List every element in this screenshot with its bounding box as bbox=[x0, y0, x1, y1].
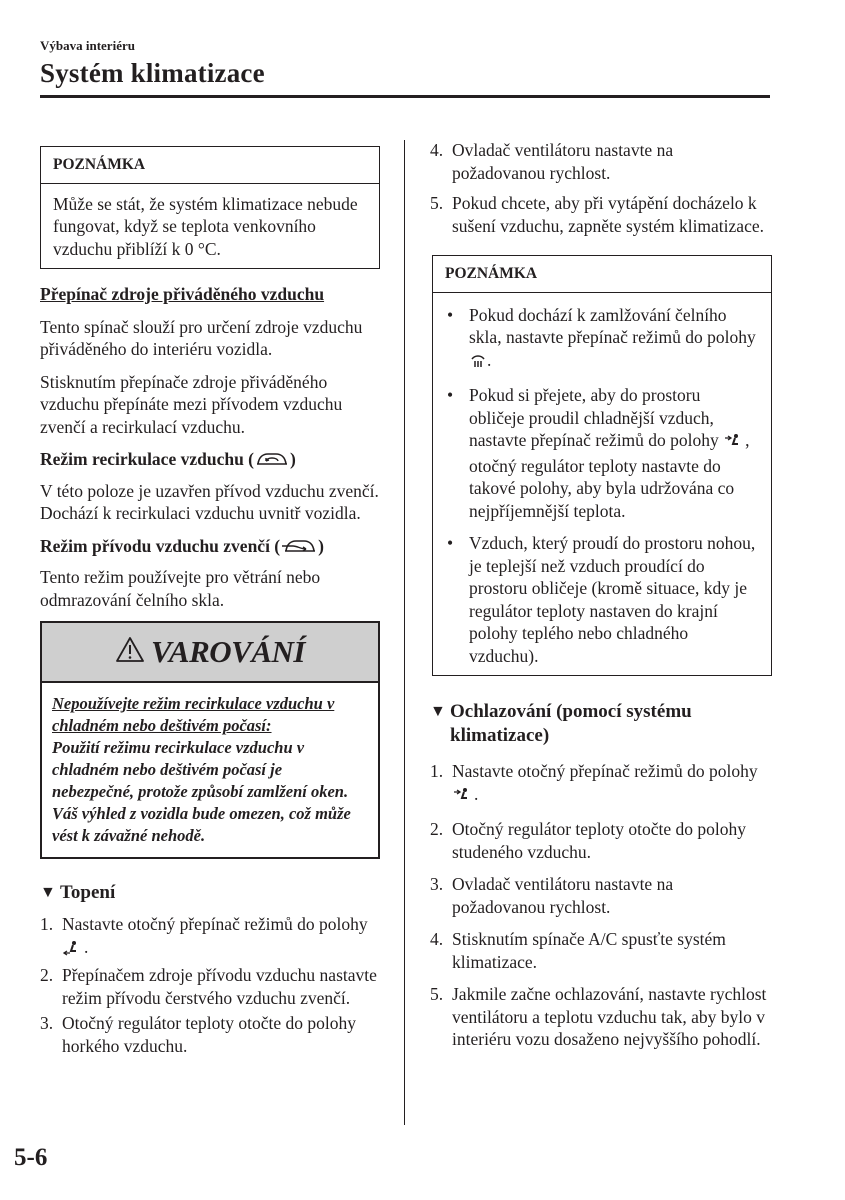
warning-line-3: Váš výhled z vozidla bude omezen, což může vést k závažné nehodě. bbox=[52, 804, 351, 845]
warning-header bbox=[42, 623, 378, 683]
note-bullet: • Pokud dochází k zamlžování čelního skla, nastavte přepínač režimů do polohy . bbox=[445, 304, 759, 375]
right-column bbox=[430, 139, 770, 1051]
warning-body bbox=[42, 683, 378, 857]
triangle-marker-icon: ▼ bbox=[430, 703, 446, 720]
list-item: 1. Nastavte otočný přepínač režimů do polohy . bbox=[40, 913, 380, 961]
recirc-text: V této poloze je uzavřen přívod vzduchu zvenčí. Dochází k recirkulaci vzduchu uvnitř vozidla. bbox=[40, 480, 379, 523]
warning-triangle-icon bbox=[115, 636, 145, 669]
list-item: 4. Ovladač ventilátoru nastavte na požadovanou rychlost. bbox=[430, 140, 674, 183]
intake-paragraph-1: Tento spínač slouží pro určení zdroje vzduchu přiváděného do interiéru vozidla. bbox=[40, 316, 363, 359]
heating-steps-continued bbox=[430, 139, 770, 237]
note-heading: POZNÁMKA bbox=[41, 147, 379, 184]
note-bullet: • Vzduch, který proudí do prostoru nohou, je teplejší než vzduch proudící do prostoru obličeje (kromě situace, kdy je regulátor teploty nastaven do krajní polohy teplého nebo chladného vzduchu). bbox=[447, 533, 756, 666]
recirc-heading: Režim recirkulace vzduchu ( ) bbox=[40, 448, 380, 474]
face-mode-icon bbox=[724, 432, 744, 455]
note-box bbox=[432, 255, 772, 676]
note-box bbox=[40, 146, 380, 269]
left-column bbox=[40, 146, 380, 1057]
intake-heading: Přepínač zdroje přiváděného vzduchu bbox=[40, 284, 325, 304]
cooling-steps bbox=[430, 760, 770, 1051]
intake-paragraph-2: Stisknutím přepínače zdroje přiváděného vzduchu přepínáte mezi přívodem vzduchu zvenčí a recirkulací vzduchu. bbox=[40, 371, 343, 437]
column-divider bbox=[404, 140, 405, 1125]
note-text: Může se stát, že systém klimatizace nebude fungovat, když se teplota venkovního vzduchu přiblíží k 0 °C. bbox=[53, 193, 358, 259]
defroster-mode-icon bbox=[470, 352, 486, 375]
triangle-marker-icon: ▼ bbox=[40, 884, 56, 901]
face-mode-icon bbox=[453, 786, 473, 809]
page-title: Systém klimatizace bbox=[40, 58, 265, 88]
floor-mode-icon bbox=[63, 939, 83, 962]
note-heading: POZNÁMKA bbox=[433, 256, 771, 293]
warning-box bbox=[40, 621, 380, 859]
warning-line-1: Nepoužívejte režim recirkulace vzduchu v chladném nebo deštivém počasí: bbox=[52, 694, 335, 735]
heating-steps bbox=[40, 913, 380, 1057]
section-label: Výbava interiéru bbox=[40, 38, 135, 53]
outside-air-text: Tento režim používejte pro větrání nebo odmrazování čelního skla. bbox=[40, 567, 321, 610]
list-item: 4. Stisknutím spínače A/C spusťte systém klimatizace. bbox=[430, 929, 726, 972]
recirculation-icon bbox=[255, 450, 289, 474]
list-item: 3. Ovladač ventilátoru nastavte na požadovanou rychlost. bbox=[430, 874, 674, 917]
note-body bbox=[433, 293, 771, 676]
page-number: 5-6 bbox=[14, 1144, 48, 1171]
heating-heading: ▼ Topení bbox=[40, 882, 116, 903]
cooling-heading: ▼ Ochlazování (pomocí systému klimatizace) bbox=[430, 701, 692, 746]
outside-air-heading: Režim přívodu vzduchu zvenčí ( ) bbox=[40, 535, 380, 561]
title-divider bbox=[40, 95, 770, 98]
outside-air-icon bbox=[281, 537, 317, 561]
list-item: 5. Pokud chcete, aby při vytápění docházelo k sušení vzduchu, zapněte systém klimatizace. bbox=[430, 193, 764, 236]
warning-title: VAROVÁNÍ bbox=[151, 633, 305, 669]
note-bullet: • Pokud si přejete, aby do prostoru obličeje proudil chladnější vzduch, nastavte přepínač režimů do polohy , otočný regulátor teploty nastavte do takové polohy, aby byla udržována co nejpříjemnější teplota. bbox=[447, 385, 750, 521]
list-item: 1. Nastavte otočný přepínač režimů do polohy . bbox=[430, 760, 770, 808]
list-item: 3. Otočný regulátor teploty otočte do polohy horkého vzduchu. bbox=[40, 1013, 357, 1056]
warning-line-2: Použití režimu recirkulace vzduchu v chladném nebo deštivém počasí je nebezpečné, protože způsobí zamlžení oken. bbox=[52, 738, 349, 801]
list-item: 2. Otočný regulátor teploty otočte do polohy studeného vzduchu. bbox=[430, 819, 747, 862]
list-item: 5. Jakmile začne ochlazování, nastavte rychlost ventilátoru a teplotu vzduchu tak, aby bylo v interiéru vozu dosaženo nejvyššího pohodlí. bbox=[430, 984, 767, 1049]
list-item: 2. Přepínačem zdroje přívodu vzduchu nastavte režim přívodu čerstvého vzduchu zvenčí. bbox=[40, 965, 377, 1008]
